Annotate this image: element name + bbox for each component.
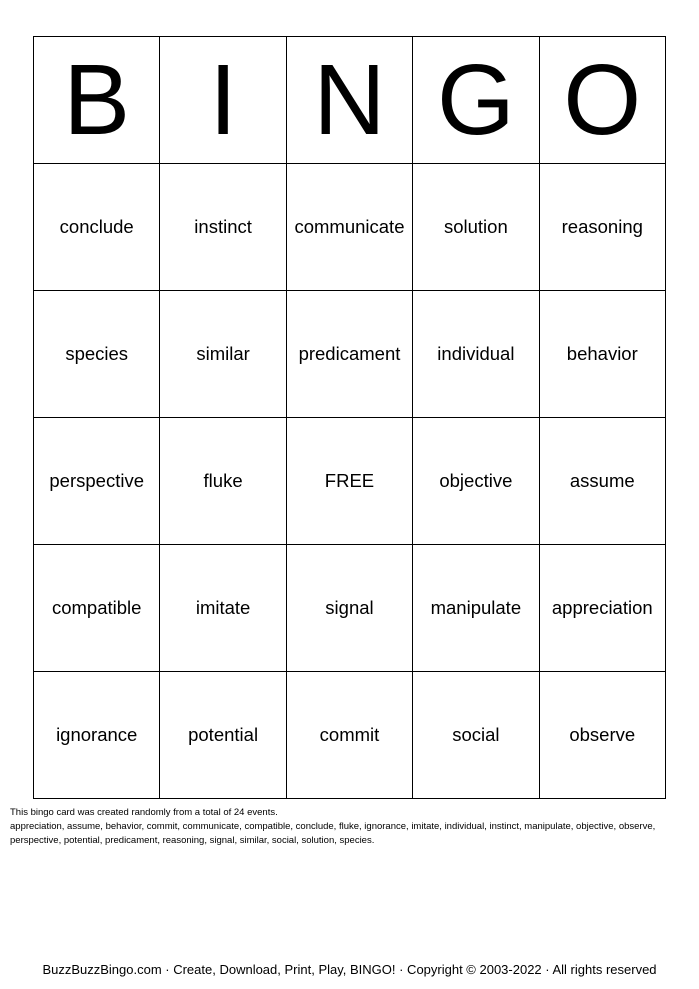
header-letter-n: N <box>286 37 412 164</box>
bingo-row-3 <box>34 418 666 545</box>
footnote-event-list: appreciation, assume, behavior, commit, communicate, compatible, conclude, fluke, ignorance, imitate, individual, instinct, manipulate, objective, observe, perspective, potential, predicament, reasoning, signal, similar, social, solution, species. <box>10 821 656 846</box>
bingo-cell: instinct <box>160 164 286 291</box>
bingo-cell: individual <box>413 291 539 418</box>
footnote-intro: This bingo card was created randomly from a total of 24 events. <box>10 807 278 818</box>
bingo-cell: ignorance <box>34 672 160 799</box>
bingo-row-4 <box>34 545 666 672</box>
bingo-cell: social <box>413 672 539 799</box>
header-letter-b: B <box>34 37 160 164</box>
bingo-cell: observe <box>539 672 665 799</box>
bingo-cell: compatible <box>34 545 160 672</box>
bingo-cell: species <box>34 291 160 418</box>
bingo-cell: commit <box>286 672 412 799</box>
bingo-cell: appreciation <box>539 545 665 672</box>
bingo-header-row <box>34 37 666 164</box>
bingo-cell: fluke <box>160 418 286 545</box>
header-letter-g: G <box>413 37 539 164</box>
header-letter-i: I <box>160 37 286 164</box>
bingo-cell: behavior <box>539 291 665 418</box>
bingo-cell: predicament <box>286 291 412 418</box>
bingo-cell: perspective <box>34 418 160 545</box>
bingo-cell: communicate <box>286 164 412 291</box>
bingo-free-cell: FREE <box>286 418 412 545</box>
bingo-cell: conclude <box>34 164 160 291</box>
card-footnote <box>10 806 670 848</box>
bingo-row-2 <box>34 291 666 418</box>
bingo-cell: imitate <box>160 545 286 672</box>
header-letter-o: O <box>539 37 665 164</box>
bingo-cell: signal <box>286 545 412 672</box>
bingo-card <box>33 36 666 799</box>
bingo-cell: potential <box>160 672 286 799</box>
bingo-cell: reasoning <box>539 164 665 291</box>
bingo-cell: solution <box>413 164 539 291</box>
bingo-cell: objective <box>413 418 539 545</box>
bingo-cell: manipulate <box>413 545 539 672</box>
bingo-cell: assume <box>539 418 665 545</box>
bingo-row-5 <box>34 672 666 799</box>
bingo-cell: similar <box>160 291 286 418</box>
site-footer: BuzzBuzzBingo.com · Create, Download, Print, Play, BINGO! · Copyright © 2003-2022 · All rights reserved <box>42 962 657 977</box>
bingo-row-1 <box>34 164 666 291</box>
